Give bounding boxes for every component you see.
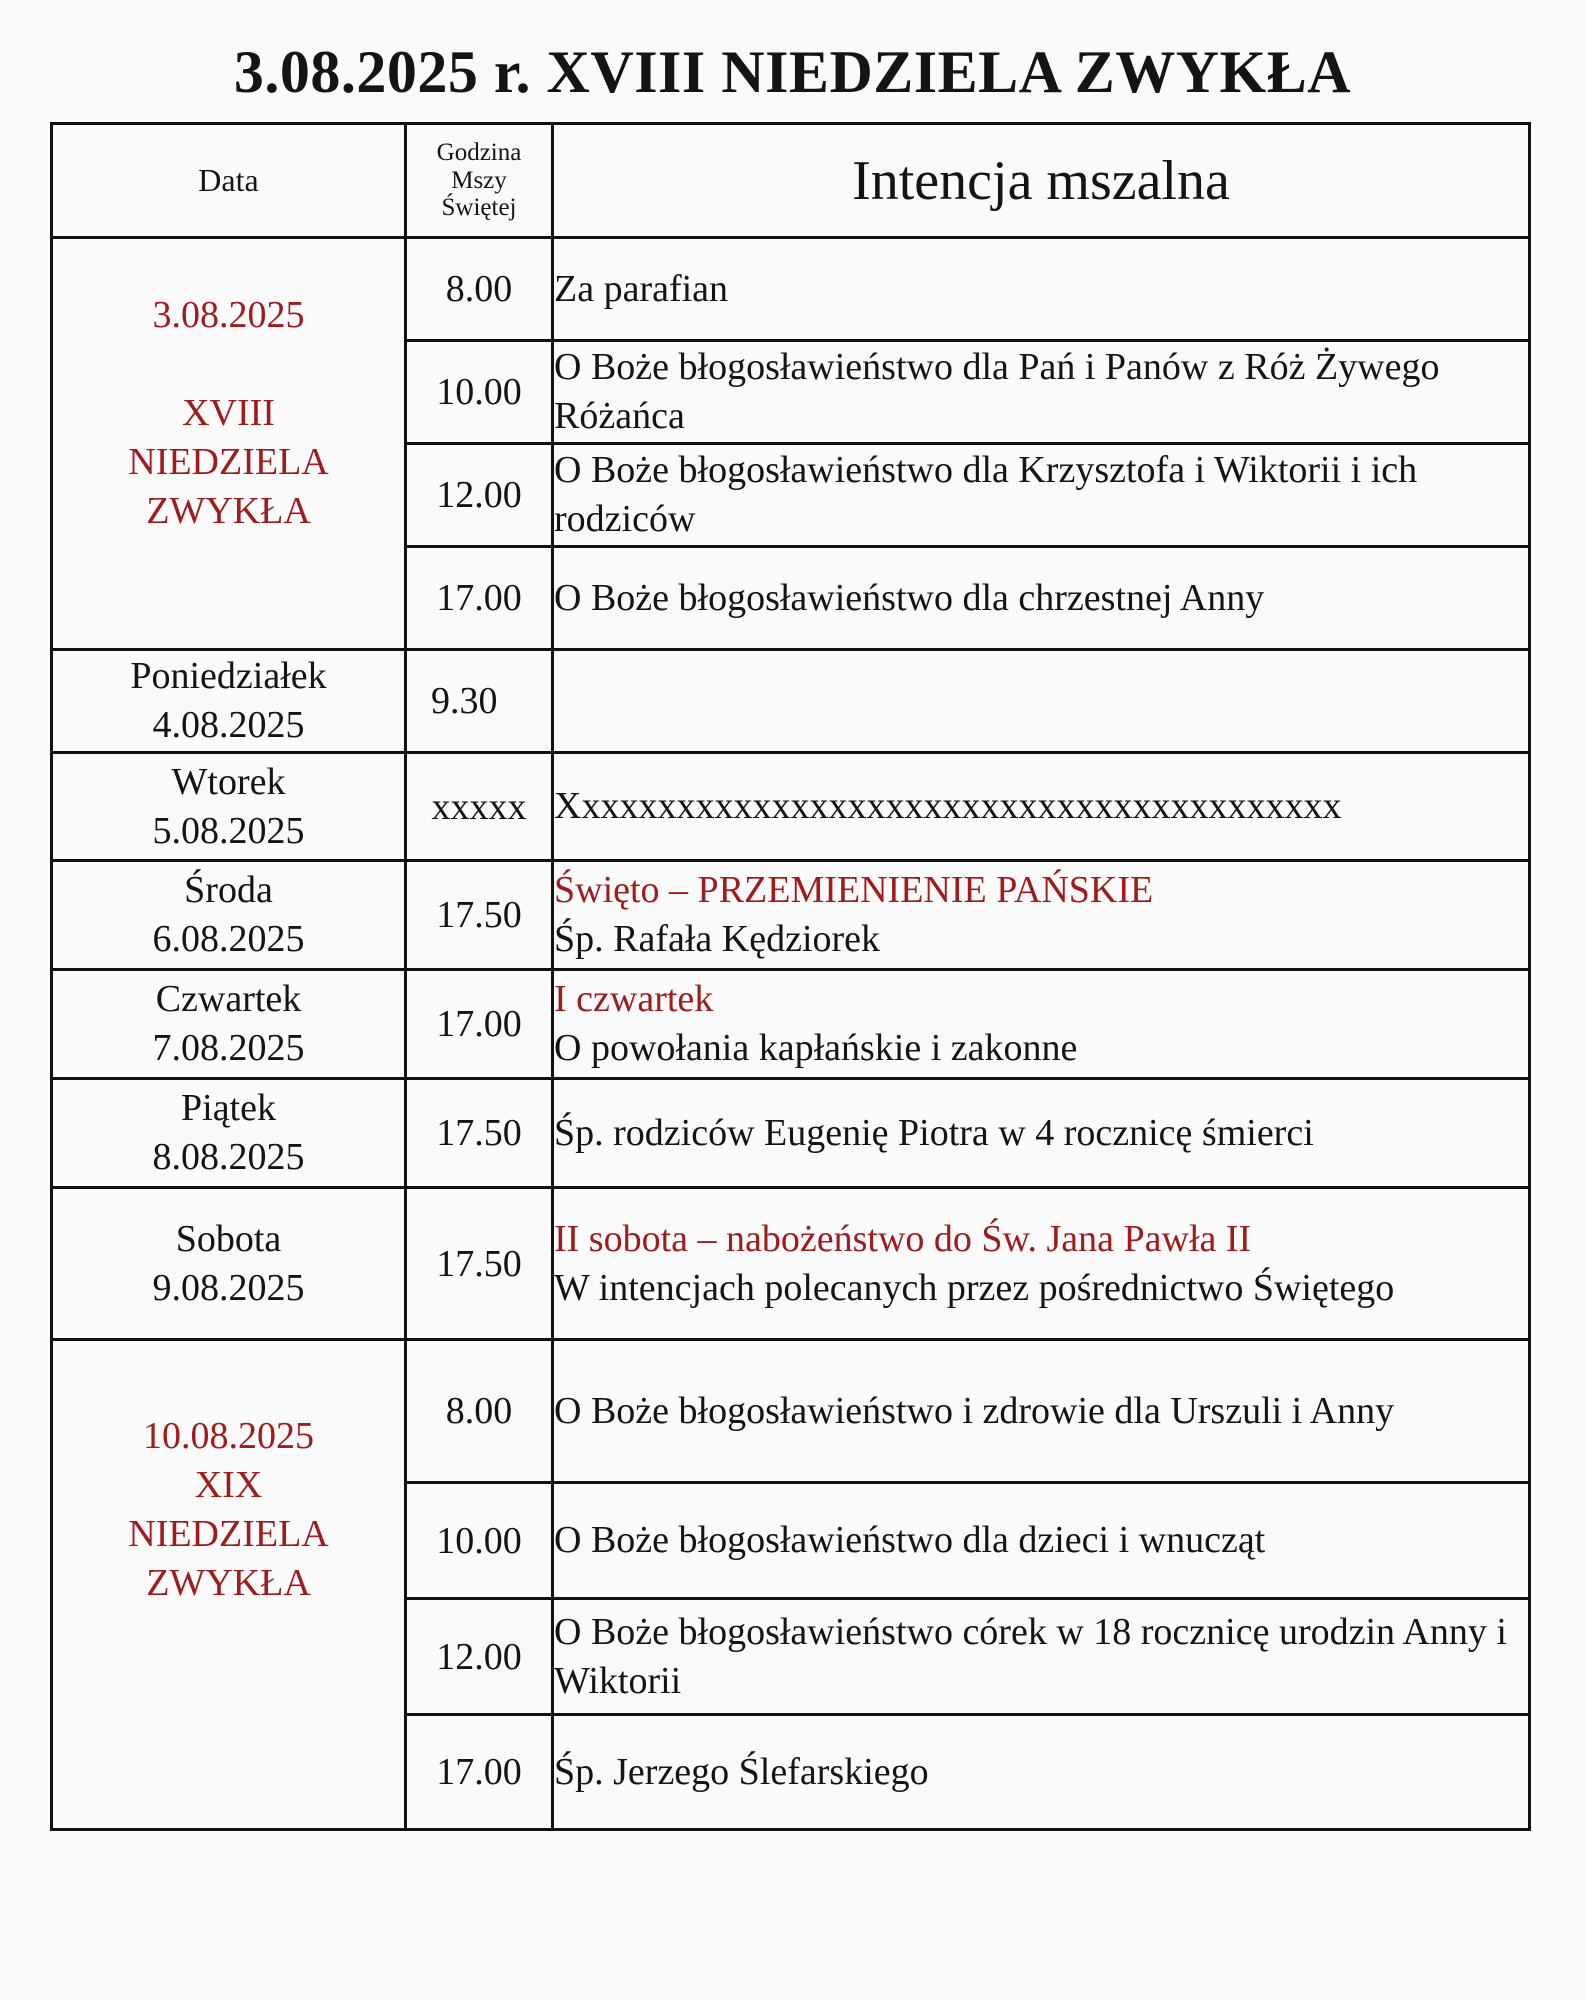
mass-intention-cell	[553, 970, 1530, 1079]
weekday-name: Środa	[184, 869, 273, 911]
mass-time: 10.00	[406, 1483, 553, 1599]
feast-label: Święto – PRZEMIENIENIE PAŃSKIE	[554, 869, 1154, 911]
weekday-date: 9.08.2025	[152, 1266, 305, 1309]
mass-time: 10.00	[406, 341, 553, 444]
feast-label: I czwartek	[554, 978, 714, 1020]
weekday-date-cell	[52, 650, 406, 753]
header-time	[406, 124, 553, 238]
table-row	[52, 1188, 1530, 1340]
mass-time: 9.30	[406, 650, 553, 753]
mass-time: 17.00	[406, 547, 553, 650]
table-header-row	[52, 124, 1530, 238]
sunday-date-cell	[52, 1340, 406, 1830]
date-line: XIX	[194, 1463, 263, 1506]
date-line: NIEDZIELA	[128, 441, 329, 483]
header-date: Data	[52, 124, 406, 238]
mass-intention	[553, 650, 1530, 753]
mass-time: 17.00	[406, 1715, 553, 1830]
mass-time: 8.00	[406, 238, 553, 341]
mass-intention: W intencjach polecanych przez pośrednictwo Świętego	[554, 1266, 1395, 1309]
mass-intention: O Boże błogosławieństwo i zdrowie dla Urszuli i Anny	[553, 1340, 1530, 1483]
mass-intention: O Boże błogosławieństwo dla Pań i Panów z Róż Żywego Różańca	[553, 341, 1530, 444]
weekday-name: Sobota	[175, 1217, 282, 1260]
header-time-line: Świętej	[441, 194, 517, 222]
weekday-name: Czwartek	[155, 978, 302, 1020]
mass-intention: O Boże błogosławieństwo dla Krzysztofa i Wiktorii i ich rodziców	[553, 444, 1530, 547]
mass-intention-cell	[553, 861, 1530, 970]
sunday-date-cell	[52, 238, 406, 650]
mass-time: 12.00	[406, 444, 553, 547]
weekday-date: 7.08.2025	[152, 1027, 305, 1069]
mass-intention: O Boże błogosławieństwo dla dzieci i wnucząt	[553, 1483, 1530, 1599]
table-row	[52, 1079, 1530, 1188]
weekday-name: Poniedziałek	[130, 655, 327, 697]
date-line: ZWYKŁA	[146, 490, 311, 532]
mass-intention: Za parafian	[553, 238, 1530, 341]
mass-intention-cell	[553, 1188, 1530, 1340]
weekday-date-cell	[52, 861, 406, 970]
weekday-date: 8.08.2025	[152, 1136, 305, 1178]
mass-intention: O Boże błogosławieństwo córek w 18 rocznicę urodzin Anny i Wiktorii	[553, 1599, 1530, 1715]
mass-intention: Śp. Rafała Kędziorek	[554, 918, 881, 960]
weekday-date-cell	[52, 1079, 406, 1188]
weekday-date-cell	[52, 753, 406, 861]
weekday-date: 4.08.2025	[152, 704, 305, 746]
header-time-line: Mszy	[451, 166, 507, 194]
table-row	[52, 861, 1530, 970]
weekday-name: Wtorek	[171, 760, 286, 803]
mass-intention: O powołania kapłańskie i zakonne	[554, 1027, 1078, 1069]
table-row	[52, 238, 1530, 341]
mass-intention: Śp. rodziców Eugenię Piotra w 4 rocznicę śmierci	[553, 1079, 1530, 1188]
mass-time: 17.50	[406, 861, 553, 970]
header-time-line: Godzina	[436, 139, 522, 167]
weekday-date: 6.08.2025	[152, 918, 305, 960]
mass-intention: O Boże błogosławieństwo dla chrzestnej Anny	[553, 547, 1530, 650]
feast-label: II sobota – nabożeństwo do Św. Jana Pawła II	[554, 1217, 1252, 1260]
mass-intention: Xxxxxxxxxxxxxxxxxxxxxxxxxxxxxxxxxxxxxxxxx	[553, 753, 1530, 861]
weekday-date: 5.08.2025	[152, 809, 305, 852]
date-line: XVIII	[182, 392, 275, 434]
date-line: ZWYKŁA	[146, 1561, 311, 1604]
mass-time: 17.50	[406, 1079, 553, 1188]
mass-time: 17.00	[406, 970, 553, 1079]
date-line: 3.08.2025	[152, 294, 305, 336]
mass-schedule-table	[50, 122, 1531, 1831]
date-line: NIEDZIELA	[128, 1512, 329, 1555]
mass-time: 12.00	[406, 1599, 553, 1715]
table-row	[52, 970, 1530, 1079]
table-row	[52, 753, 1530, 861]
table-row	[52, 1340, 1530, 1483]
weekday-name: Piątek	[181, 1087, 276, 1129]
weekday-date-cell	[52, 1188, 406, 1340]
mass-time: 8.00	[406, 1340, 553, 1483]
mass-intention: Śp. Jerzego Ślefarskiego	[553, 1715, 1530, 1830]
date-line: 10.08.2025	[143, 1414, 314, 1457]
mass-time: 17.50	[406, 1188, 553, 1340]
mass-time: xxxxx	[406, 753, 553, 861]
page-title: 3.08.2025 r. XVIII NIEDZIELA ZWYKŁA	[233, 39, 1352, 105]
weekday-date-cell	[52, 970, 406, 1079]
table-row	[52, 650, 1530, 753]
header-intention: Intencja mszalna	[553, 124, 1530, 238]
